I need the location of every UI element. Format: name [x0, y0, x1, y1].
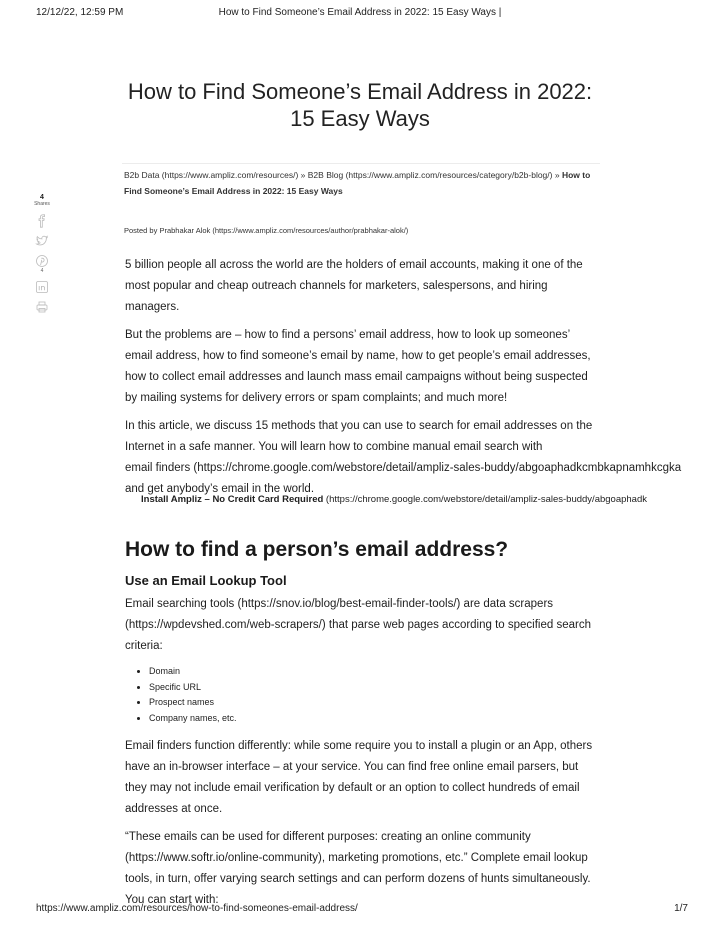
install-ampliz-label: Install Ampliz – No Credit Card Required	[141, 494, 324, 505]
linkedin-icon[interactable]	[35, 280, 49, 294]
section-heading: How to find a person’s email address?	[125, 538, 509, 561]
section-paragraph-1: Email searching tools (https://snov.io/blog/best-email-finder-tools/) are data scrapers (https://wpdevshed.com/web-scrapers/) that parse web pages according to specified search criteria:	[125, 598, 591, 652]
intro-paragraph-2: But the problems are – how to find a persons’ email address, how to look up someones’ email address, how to find someone’s email by name, how to get people’s email addresses, how to collect email addresses and launch mass email campaigns without being suspected by mailing systems for delivery errors or spam complaints; and much more!	[125, 329, 591, 404]
breadcrumb-link-b2b-data[interactable]: B2b Data (https://www.ampliz.com/resources/)	[124, 170, 299, 180]
section-find-email	[125, 535, 595, 918]
intro-paragraph-3-line-2: Internet in a safe manner. You will learn how to combine manual email search with	[125, 441, 543, 453]
intro-paragraph-1: 5 billion people all across the world are the holders of email accounts, making it one of the most popular and cheap outreach channels for marketers, salespersons, and hiring managers.	[125, 259, 583, 313]
section-paragraph-3: “These emails can be used for different purposes: creating an online community (https://www.softr.io/online-community), marketing promotions, etc.” Complete email lookup tools, in turn, offer varying search settings and can perform dozens of hunts simultaneously. You can start with:	[125, 831, 591, 906]
article-intro	[125, 255, 682, 507]
breadcrumb	[124, 167, 600, 199]
list-item: • Prospect names	[149, 695, 595, 711]
install-ampliz-link[interactable]	[141, 494, 647, 505]
breadcrumb-separator: »	[298, 170, 308, 180]
breadcrumb-link-b2b-blog[interactable]: B2B Blog (https://www.ampliz.com/resources/category/b2b-blog/)	[307, 170, 553, 180]
intro-paragraph-3-line-1: In this article, we discuss 15 methods that you can use to search for email addresses on the	[125, 420, 593, 432]
search-criteria-list	[125, 664, 595, 726]
breadcrumb-divider	[122, 163, 600, 164]
section-paragraph-2: Email finders function differently: while some require you to install a plugin or an App, others have an in-browser interface – at your service. You can find free online email parsers, but they may not include email verification by default or an option to collect hundreds of email addresses at once.	[125, 740, 593, 815]
article-title: How to Find Someone’s Email Address in 2022: 15 Easy Ways	[127, 79, 593, 131]
intro-paragraph-3-line-4: and get anybody’s email in the world.	[125, 483, 315, 495]
share-sidebar	[30, 194, 54, 314]
pinterest-icon[interactable]	[35, 254, 49, 268]
share-count: 4	[40, 194, 44, 201]
twitter-icon[interactable]	[35, 234, 49, 248]
print-icon[interactable]	[35, 300, 49, 314]
list-item: • Company names, etc.	[149, 711, 595, 727]
section-subheading: Use an Email Lookup Tool	[125, 573, 287, 588]
posted-by[interactable]: Posted by Prabhakar Alok (https://www.ampliz.com/resources/author/prabhakar-alok/)	[124, 226, 409, 235]
facebook-icon[interactable]	[35, 214, 49, 228]
print-footer-url: https://www.ampliz.com/resources/how-to-find-someones-email-address/	[36, 903, 358, 914]
install-ampliz-url: (https://chrome.google.com/webstore/detail/ampliz-sales-buddy/abgoaphadk	[323, 494, 648, 505]
page-number: 1/7	[674, 903, 688, 914]
intro-paragraph-3	[125, 416, 682, 500]
list-item: • Specific URL	[149, 680, 595, 696]
print-datetime: 12/12/22, 12:59 PM	[36, 7, 124, 18]
breadcrumb-separator: »	[552, 170, 562, 180]
list-item: • Domain	[149, 664, 595, 680]
breadcrumb-current: How to Find Someone’s Email Address in 2022: 15 Easy Ways	[124, 170, 591, 196]
email-finders-link[interactable]: email finders (https://chrome.google.com/webstore/detail/ampliz-sales-buddy/abgoaphadkcmbkapnamhkcgka	[125, 462, 682, 474]
print-page-title: How to Find Someone’s Email Address in 2022: 15 Easy Ways |	[218, 7, 502, 18]
pin-share-count: 4	[40, 268, 44, 274]
share-label: Shares	[34, 201, 50, 207]
